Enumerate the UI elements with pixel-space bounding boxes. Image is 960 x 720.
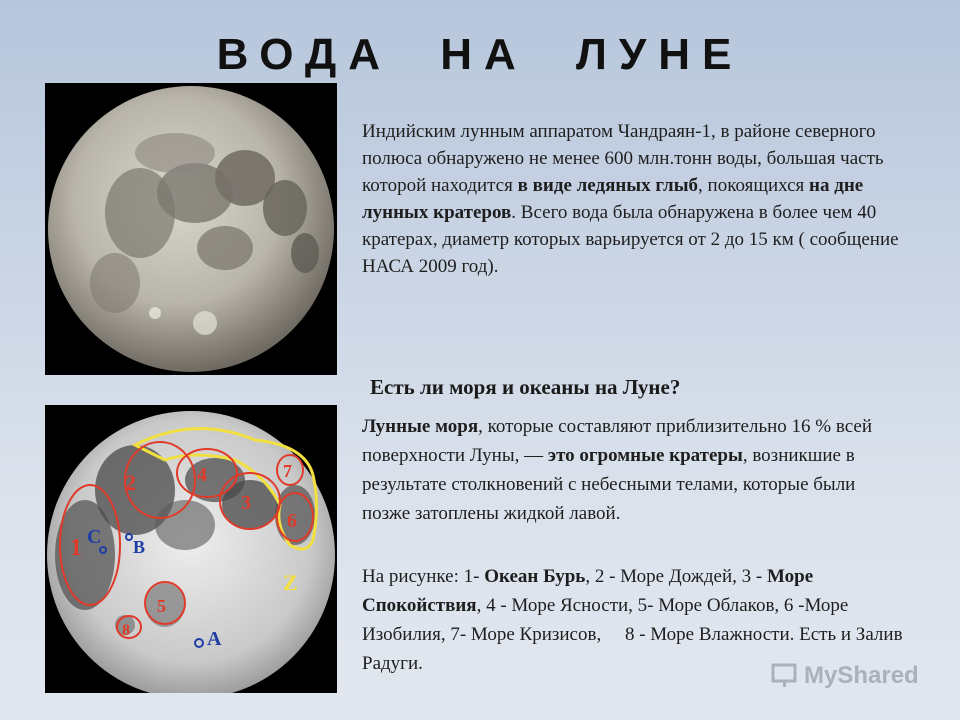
legend-text-3: , 4 - Море Ясности, 5- Море Облаков, 6 -Море Изобилия, 7- Море Кризисов, 8 - Море Влажности. Есть и Залив Радуги. (362, 595, 908, 674)
map-label: 8 (122, 622, 130, 639)
map-label: 3 (241, 492, 251, 514)
slide-title: ВОДА НА ЛУНЕ (216, 30, 744, 79)
seas-bold-2: это огромные кратеры (547, 445, 743, 466)
seas-text-2: , возникшие в результате столкновений с небесными телами, которые были позже затоплены жидкой лавой. (362, 445, 856, 524)
map-label: 2 (125, 470, 136, 495)
map-label: 7 (283, 461, 292, 481)
intro-paragraph (362, 118, 902, 280)
moon-map-image (45, 405, 337, 693)
intro-bold-2: на дне лунных кратеров (362, 175, 864, 223)
map-label: 6 (287, 510, 297, 532)
map-label: B (133, 537, 146, 557)
seas-paragraph (362, 412, 907, 528)
intro-bold-1: в виде ледяных глыб (517, 175, 699, 196)
map-label: 4 (197, 464, 207, 486)
legend-bold-2: Море Спокойствия (362, 566, 814, 616)
map-label: 5 (157, 596, 166, 616)
intro-text-3: . Всего вода была обнаружена в более чем 40 кратерах, диаметр которых варьируется от 2 до 15 км ( сообщение НАСА 2009 год). (362, 202, 899, 277)
map-label: 1 (70, 535, 82, 561)
map-label: A (207, 628, 222, 650)
presentation-icon (770, 660, 800, 690)
moon-map (45, 405, 337, 693)
seas-bold-1: Лунные моря (362, 416, 479, 437)
moon-photo-image (45, 83, 337, 375)
section-heading: Есть ли моря и океаны на Луне? (370, 375, 681, 399)
legend-text-2: , 2 - Море Дождей, 3 - (585, 566, 767, 587)
seas-text-1: , которые составляют приблизительно 16 % всей поверхности Луны, — (362, 416, 873, 466)
watermark-text: MyShared (804, 662, 919, 689)
map-label: Z (283, 570, 298, 595)
legend-text-1: На рисунке: 1- (362, 566, 485, 587)
legend-bold-1: Океан Бурь (484, 566, 586, 587)
moon-photo (45, 83, 337, 375)
intro-text-1: Индийским лунным аппаратом Чандраян-1, в районе северного полюса обнаружено не менее 600 млн.тонн воды, большая часть которой находится (362, 121, 884, 196)
map-label: C (87, 526, 102, 548)
watermark (770, 660, 930, 694)
intro-text-2: , покоящихся (698, 175, 810, 196)
